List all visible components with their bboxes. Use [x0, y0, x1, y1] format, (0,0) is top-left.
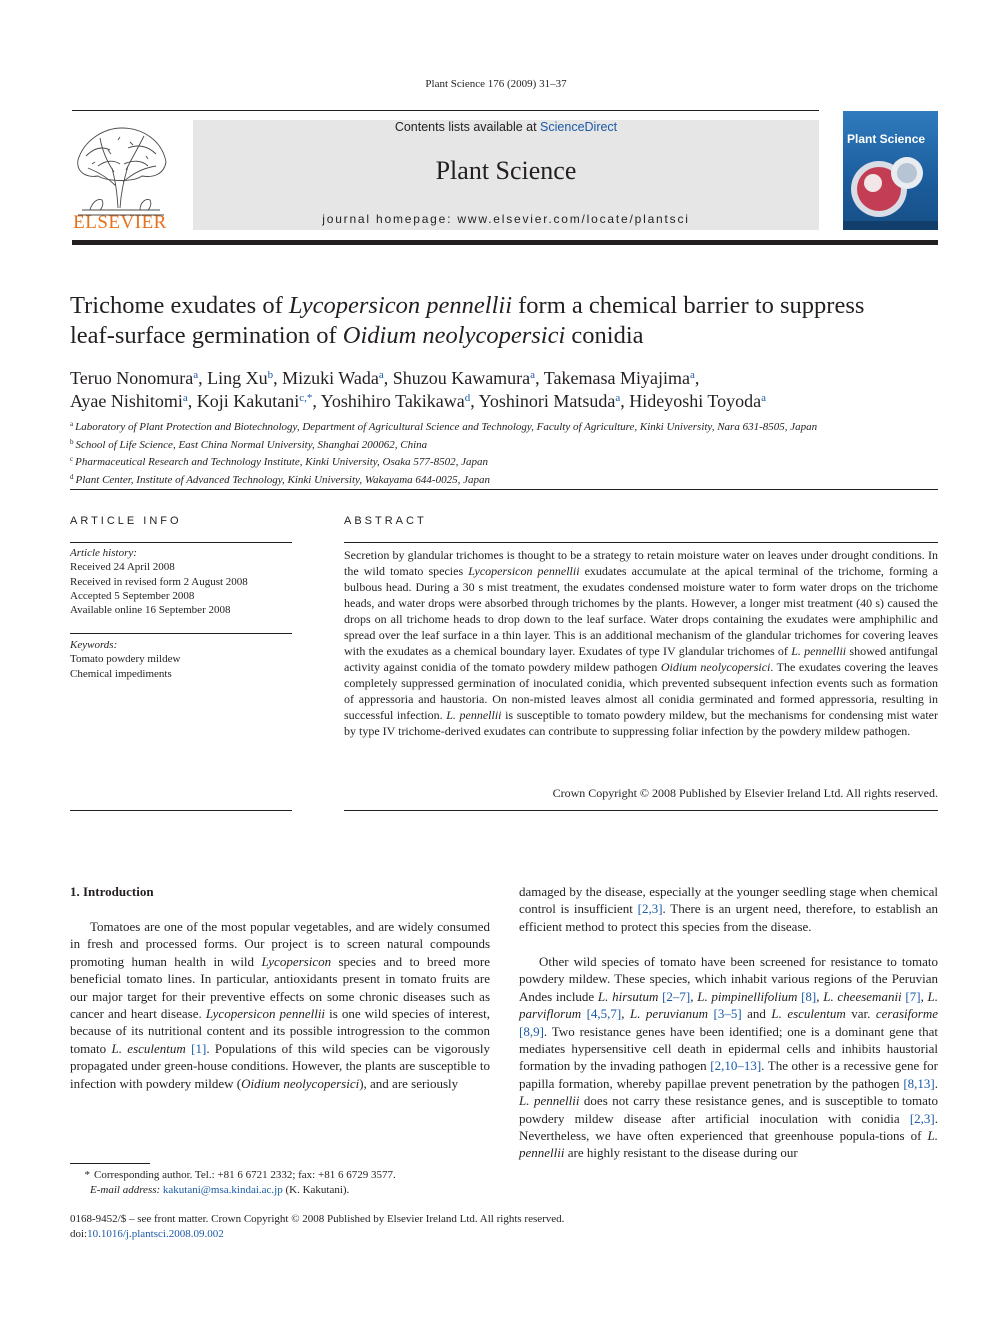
- body-text: var.: [845, 1006, 876, 1022]
- body-text: ,: [690, 988, 698, 1004]
- citation-link[interactable]: [2,3]: [909, 1110, 935, 1126]
- article-history-label: Article history:: [70, 547, 137, 559]
- author-name: Shuzou Kawamura: [392, 368, 531, 388]
- abstract-species: L. pennellii: [446, 708, 502, 722]
- article-history: [70, 546, 248, 617]
- affiliation-list: [70, 417, 940, 487]
- body-text: is one wild species of interest, because of its nutritional content and its possible introgression to the common tomato: [70, 1006, 491, 1056]
- author-separator: ,: [620, 391, 630, 411]
- masthead-top-rule: [72, 110, 819, 111]
- author-affil-link[interactable]: a: [615, 392, 621, 404]
- affiliation-text: Pharmaceutical Research and Technology Institute, Kinki University, Osaka 577-8502, Japan: [75, 456, 488, 468]
- footnote-contact: Corresponding author. Tel.: +81 6 6721 2332; fax: +81 6 6729 3577.: [94, 1169, 396, 1181]
- page-footer: [70, 1212, 564, 1241]
- body-text: Tomatoes are one of the most popular vegetables, and are widely consumed in fresh and processed forms. Our project is to screen natural compounds promoting human health in wild: [70, 919, 490, 969]
- footnote-rule: [70, 1163, 150, 1164]
- affiliation-item: [70, 417, 940, 435]
- species-name: L. peruvianum: [629, 1006, 709, 1022]
- keywords-rule: [70, 633, 292, 634]
- elsevier-wordmark: ELSEVIER: [73, 212, 167, 233]
- species-name: cerasiforme: [875, 1006, 938, 1022]
- abstract-run: Secretion by glandular trichomes is thought to be a strategy to retain moisture water on leaves under drought conditions. In the wild tomato species: [344, 548, 938, 578]
- author-name: Yoshihiro Takikawa: [320, 391, 465, 411]
- abstract-heading: ABSTRACT: [344, 515, 427, 527]
- abstract-species: Oidium neolycopersici: [660, 660, 771, 674]
- author-affil-link[interactable]: d: [464, 392, 471, 404]
- citation-link[interactable]: [8,9]: [519, 1023, 544, 1039]
- affiliation-item: [70, 470, 940, 488]
- cover-artwork-icon: [843, 111, 938, 230]
- title-species: Oidium neolycopersici: [342, 322, 566, 349]
- author-affil-link[interactable]: a: [530, 369, 536, 381]
- author-separator: ,: [535, 368, 544, 388]
- citation-link[interactable]: [4,5,7]: [586, 1006, 622, 1022]
- title-text: form a chemical barrier to suppress: [512, 292, 865, 319]
- species-name: L. pennellii: [519, 1093, 580, 1109]
- body-text: species and to breed more beneficial tomato lines. In particular, antioxidants present in tomato fruits are our major target for their preventive effects on some chronic diseases such as cancer and heart disease.: [70, 953, 490, 1022]
- body-text: . Two resistance genes have been identified; one is a dominant gene that mediates hypersensitive cell death in epidermal cells and inhibits haustorial formation by the invading pathogen: [519, 1023, 938, 1074]
- author-affil-link[interactable]: a: [378, 369, 384, 381]
- citation-link[interactable]: [7]: [905, 988, 921, 1004]
- keyword-item: Chemical impediments: [70, 667, 172, 680]
- citation-link[interactable]: [8,13]: [903, 1075, 935, 1091]
- body-text: ,: [621, 1006, 630, 1022]
- author-name: Teruo Nonomura: [70, 368, 194, 388]
- author-affil-link[interactable]: a: [182, 392, 188, 404]
- citation-link[interactable]: [8]: [801, 988, 817, 1004]
- species-name: L. esculentum: [111, 1040, 186, 1056]
- abstract-copyright: Crown Copyright © 2008 Published by Elsevier Ireland Ltd. All rights reserved.: [552, 786, 938, 800]
- keywords: [70, 638, 180, 681]
- affiliation-text: School of Life Science, East China Normal University, Shanghai 200062, China: [75, 438, 428, 451]
- species-name: Lycopersicon pennellii: [205, 1006, 326, 1022]
- title-text: Trichome exudates of: [70, 292, 289, 319]
- author-list: [70, 365, 940, 411]
- species-name: L. cheesemanii: [823, 988, 902, 1004]
- author-line-1: [70, 365, 940, 388]
- affiliation-mark: d: [70, 472, 74, 481]
- contents-prefix: Contents lists available at: [394, 120, 541, 134]
- author-name: Mizuki Wada: [282, 368, 379, 388]
- title-line-1: [70, 291, 940, 321]
- article-info-bottom-rule: [70, 810, 292, 811]
- journal-name: Plant Science: [435, 156, 577, 185]
- email-suffix: (K. Kakutani).: [282, 1183, 350, 1196]
- affiliation-item: [70, 452, 940, 470]
- author-name: Takemasa Miyajima: [543, 368, 690, 388]
- footnote-mark: *: [84, 1169, 90, 1181]
- title-species: Lycopersicon pennellii: [288, 292, 512, 319]
- front-matter-line: 0168-9452/$ – see front matter. Crown Copyright © 2008 Published by Elsevier Ireland Ltd. All rights reserved.: [70, 1213, 565, 1225]
- doi-label: doi:: [70, 1227, 88, 1240]
- author-separator: ,: [187, 391, 197, 411]
- author-separator: ,: [312, 391, 321, 411]
- section-heading-introduction: 1. Introduction: [70, 884, 154, 899]
- body-text: . Nevertheless, we have often experienced that greenhouse popula-tions of: [519, 1110, 938, 1144]
- abstract-run: exudates accumulate at the apical terminal of the trichome, forming a bulbous head. During a 30 s mist treatment, the exudates condensed moisture water to form water drops on the trichome heads, and water drops were absorbed through trichomes by the plants. However, a longer mist treatment (40 s) caused the drops on all trichome heads to drop down to the leaf surface. Water drops containing the exudates were amphiphilic and spread over the leaf surface in a thin layer. This is an additional mechanism of the glandular trichomes for covering leaves with the exudates as a chemical boundary layer. Exudates of type IV glandular trichomes of: [344, 564, 938, 658]
- journal-citation: Plant Science 176 (2009) 31–37: [425, 78, 567, 90]
- author-name: Ayae Nishitomi: [70, 391, 183, 411]
- sciencedirect-link[interactable]: ScienceDirect: [540, 120, 618, 134]
- author-separator: ,: [470, 391, 479, 411]
- footnote-email-line: [70, 1183, 396, 1198]
- email-label: E-mail address:: [90, 1183, 163, 1196]
- author-affil-link[interactable]: a: [761, 392, 767, 404]
- author-affil-link[interactable]: a: [689, 369, 695, 381]
- title-text: leaf-surface germination of: [70, 322, 343, 349]
- citation-link[interactable]: [2,10–13]: [710, 1058, 762, 1074]
- author-name: Hideyoshi Toyoda: [629, 391, 762, 411]
- abstract-species: L. pennellii: [791, 644, 847, 658]
- affiliation-mark: b: [70, 437, 74, 446]
- species-name: Oidium neolycopersici: [241, 1075, 360, 1091]
- body-text: ,: [816, 988, 824, 1004]
- email-link[interactable]: kakutani@msa.kindai.ac.jp: [162, 1183, 283, 1196]
- abstract-bottom-rule: [344, 810, 938, 811]
- author-name: Ling Xu: [207, 368, 268, 388]
- article-title: [70, 291, 940, 351]
- species-name: L. pimpinellifolium: [697, 988, 798, 1004]
- body-text: . The other is a recessive gene for papilla formation, whereby papillae prevent penetration by the pathogen: [519, 1058, 938, 1091]
- journal-homepage-link[interactable]: journal homepage: www.elsevier.com/locate/plantsci: [322, 212, 690, 226]
- abstract-run: . The exudates covering the leaves completely suppressed germination of inoculated conidia, which prevented subsequent infection events such as formation of appressoria and haustoria. On non-misted leaves almost all conidia germinated and formed appressoria, resulting in successful infection.: [344, 660, 938, 722]
- author-separator: ,: [383, 368, 393, 388]
- species-name: L. pennellii: [519, 1128, 938, 1161]
- author-separator: ,: [273, 368, 283, 388]
- author-affil-link[interactable]: b: [267, 369, 274, 381]
- body-text: damaged by the disease, especially at the younger seedling stage when chemical control is insufficient: [519, 884, 938, 917]
- title-line-2: [70, 321, 940, 351]
- article-info-rule: [70, 542, 292, 543]
- author-name: Yoshinori Matsuda: [478, 391, 616, 411]
- species-name: L. hirsutum: [597, 988, 659, 1004]
- abstract-run: is susceptible to tomato powdery mildew, but the mechanisms for condensing mist water by type IV trichome-derived exudates can contribute to suppressing foliar infection by the powdery mildew pathogen.: [344, 708, 938, 738]
- body-right-column-p2: [519, 953, 938, 1162]
- journal-cover-thumbnail: [843, 111, 938, 230]
- abstract-species: Lycopersicon pennellii: [468, 564, 580, 578]
- contents-available-line: [193, 120, 819, 134]
- masthead-bottom-rule: [72, 240, 938, 245]
- title-text: conidia: [565, 322, 644, 349]
- citation-link[interactable]: [2–7]: [662, 988, 691, 1004]
- citation-link[interactable]: [1]: [191, 1040, 207, 1056]
- body-text: .: [934, 1075, 938, 1091]
- cover-journal-title: Plant Science: [847, 132, 926, 146]
- doi-link[interactable]: 10.1016/j.plantsci.2008.09.002: [87, 1227, 224, 1240]
- body-text: does not carry these resistance genes, and is susceptible to tomato powdery mildew disease after artificial inoculation with conidia: [519, 1093, 939, 1126]
- body-text: Other wild species of tomato have been screened for resistance to tomato powdery mildew. These species, which inhabit various regions of the Peruvian Andes include: [519, 954, 938, 1004]
- footnote-line: [70, 1168, 396, 1183]
- citation-link[interactable]: [3–5]: [713, 1006, 742, 1022]
- corresponding-author-footnote: [70, 1168, 396, 1197]
- history-item: Received 24 April 2008: [70, 561, 175, 574]
- affiliation-item: [70, 435, 940, 453]
- abstract-run: showed antifungal activity against conidia of the tomato powdery mildew pathogen: [344, 644, 939, 674]
- species-name: Lycopersicon: [261, 953, 332, 969]
- history-item: Accepted 5 September 2008: [70, 589, 195, 602]
- body-text: and: [741, 1006, 772, 1022]
- author-affil-link[interactable]: a: [193, 369, 199, 381]
- affiliation-text: Laboratory of Plant Protection and Biotechnology, Department of Agricultural Science and Technology, Faculty of Agriculture, Kinki University, Nara 631-8505, Japan: [75, 421, 818, 433]
- body-right-column-p1: [519, 883, 938, 935]
- body-text: are highly resistant to the disease during our: [564, 1145, 798, 1161]
- keyword-item: Tomato powdery mildew: [70, 653, 181, 666]
- doi-line: [70, 1227, 564, 1242]
- keywords-label: Keywords:: [70, 639, 118, 651]
- journal-banner: [193, 120, 819, 230]
- species-name: L. esculentum: [771, 1006, 846, 1022]
- abstract-rule: [344, 542, 938, 543]
- author-separator: ,: [694, 368, 700, 388]
- header-divider: [70, 489, 938, 490]
- body-text: ,: [920, 988, 928, 1004]
- citation-link[interactable]: [2,3]: [637, 901, 663, 917]
- body-text: ), and are seriously: [359, 1075, 459, 1091]
- author-affil-link[interactable]: c,*: [299, 392, 313, 404]
- abstract-text: [344, 547, 938, 739]
- article-info-heading: ARTICLE INFO: [70, 515, 182, 527]
- affiliation-mark: a: [70, 420, 74, 428]
- species-name: L. parviflorum: [519, 988, 939, 1022]
- history-item: Available online 16 September 2008: [70, 604, 231, 617]
- author-name: Koji Kakutani: [196, 391, 300, 411]
- body-text: . There is an urgent need, therefore, to establish an efficient method to protect this species from the disease.: [519, 901, 938, 934]
- body-text: . Populations of this wild species can be vigorously propagated under green-house conditions. However, the plants are susceptible to infection with powdery mildew (: [70, 1040, 490, 1091]
- body-left-column: [70, 918, 490, 1092]
- author-line-2: [70, 388, 940, 411]
- affiliation-mark: c: [70, 455, 74, 463]
- affiliation-text: Plant Center, Institute of Advanced Technology, Kinki University, Wakayama 644-0025, Japan: [75, 473, 490, 486]
- author-separator: ,: [198, 368, 208, 388]
- history-item: Received in revised form 2 August 2008: [70, 575, 248, 588]
